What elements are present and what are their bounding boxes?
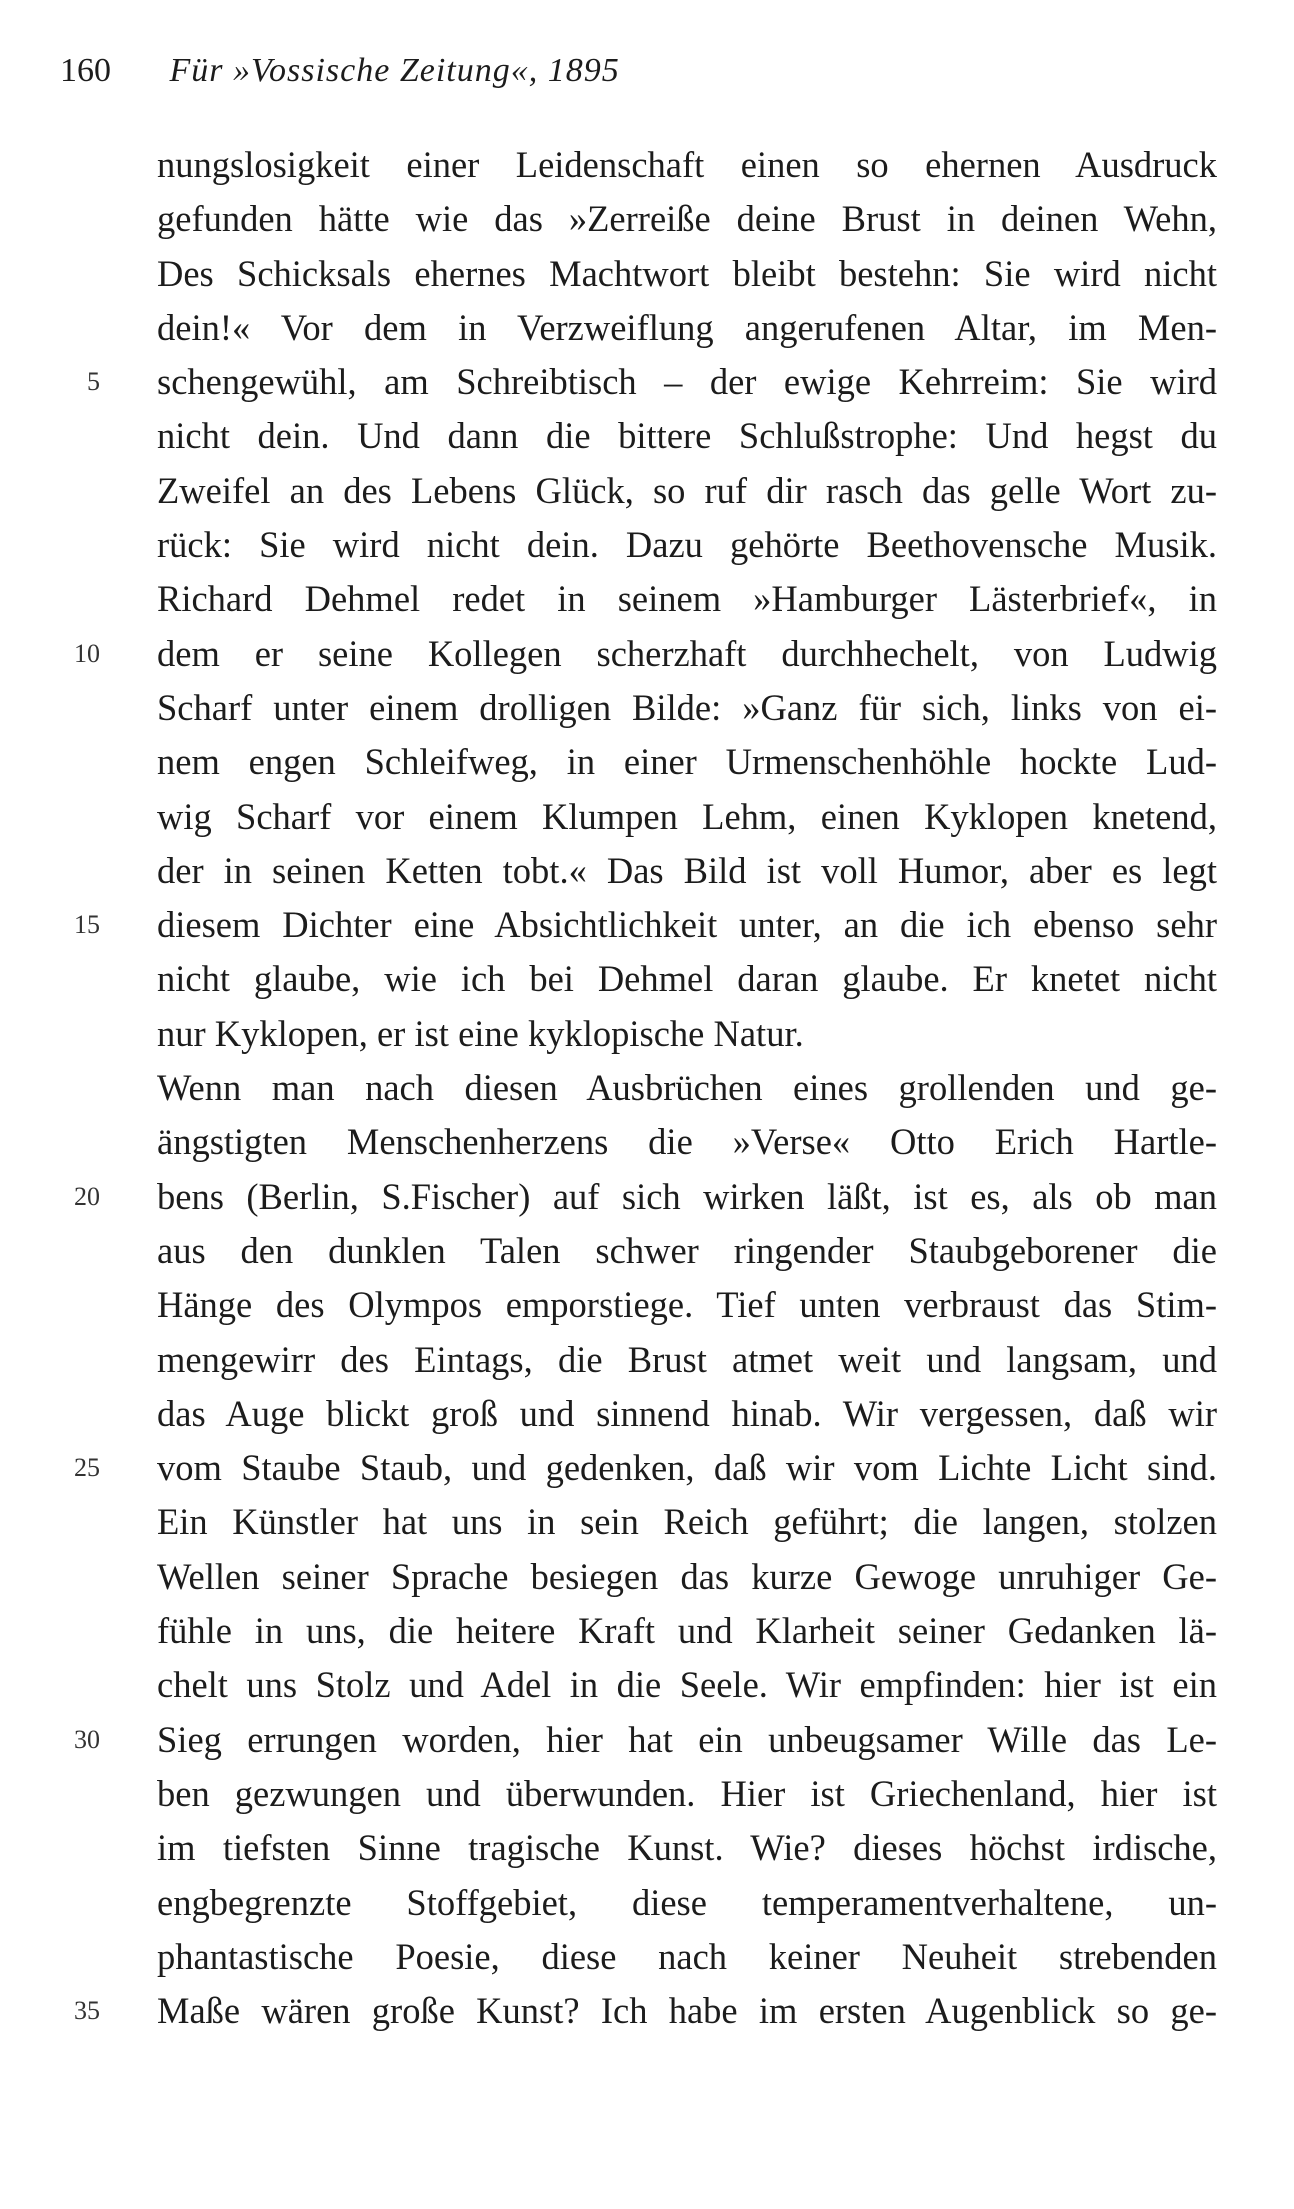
text-line: engbegrenzte Stoffgebiet, diese temperamentverhaltene, un- [157, 1881, 1217, 1923]
text-line: Des Schicksals ehernes Machtwort bleibt bestehn: Sie wird nicht [157, 252, 1217, 294]
line-number: 15 [74, 910, 100, 940]
text-line: mengewirr des Eintags, die Brust atmet weit und langsam, und [157, 1338, 1217, 1380]
text-line: nem engen Schleifweg, in einer Urmenschenhöhle hockte Lud- [157, 741, 1217, 783]
text-line: ängstigten Menschenherzens die »Verse« Otto Erich Hartle- [157, 1121, 1217, 1163]
text-line: Richard Dehmel redet in seinem »Hamburger Lästerbrief«, in [157, 578, 1217, 620]
line-number: 35 [74, 1996, 100, 2026]
text-line: das Auge blickt groß und sinnend hinab. Wir vergessen, daß wir [157, 1392, 1217, 1434]
text-line: chelt uns Stolz und Adel in die Seele. Wir empfinden: hier ist ein [157, 1664, 1217, 1706]
text-line: Wenn man nach diesen Ausbrüchen eines grollenden und ge- [157, 1067, 1217, 1109]
text-line: rück: Sie wird nicht dein. Dazu gehörte Beethovensche Musik. [157, 524, 1217, 566]
text-line: dein!« Vor dem in Verzweiflung angerufenen Altar, im Men- [157, 306, 1217, 348]
page-number: 160 [60, 52, 111, 89]
text-line: nicht dein. Und dann die bittere Schlußstrophe: Und hegst du [157, 415, 1217, 457]
line-number: 10 [74, 638, 100, 668]
text-line: ben gezwungen und überwunden. Hier ist Griechenland, hier ist [157, 1772, 1217, 1814]
running-title: Für »Vossische Zeitung«, 1895 [169, 52, 620, 89]
text-line: Scharf unter einem drolligen Bilde: »Ganz für sich, links von ei- [157, 686, 1217, 728]
text-line: Ein Künstler hat uns in sein Reich geführt; die langen, stolzen [157, 1501, 1217, 1543]
text-line: Wellen seiner Sprache besiegen das kurze Gewoge unruhiger Ge- [157, 1555, 1217, 1597]
line-number: 5 [87, 367, 100, 397]
line-number: 20 [74, 1181, 100, 1211]
text-line: im tiefsten Sinne tragische Kunst. Wie? dieses höchst irdische, [157, 1827, 1217, 1869]
text-line: Hänge des Olympos emporstiege. Tief unten verbraust das Stim- [157, 1284, 1217, 1326]
text-line: wig Scharf vor einem Klumpen Lehm, einen Kyklopen knetend, [157, 795, 1217, 837]
text-line: der in seinen Ketten tobt.« Das Bild ist voll Humor, aber es legt [157, 849, 1217, 891]
text-line: diesem Dichter eine Absichtlichkeit unter, an die ich ebenso sehr [157, 904, 1217, 946]
text-line: fühle in uns, die heitere Kraft und Klarheit seiner Gedanken lä- [157, 1610, 1217, 1652]
text-line: bens (Berlin, S.Fischer) auf sich wirken läßt, ist es, als ob man [157, 1175, 1217, 1217]
line-number: 25 [74, 1453, 100, 1483]
text-line: Maße wären große Kunst? Ich habe im ersten Augenblick so ge- [157, 1990, 1217, 2032]
text-line: aus den dunklen Talen schwer ringender Staubgeborener die [157, 1229, 1217, 1271]
body-text [157, 138, 1217, 2038]
text-line: Zweifel an des Lebens Glück, so ruf dir rasch das gelle Wort zu- [157, 469, 1217, 511]
text-line: phantastische Poesie, diese nach keiner Neuheit strebenden [157, 1935, 1217, 1977]
text-line: vom Staube Staub, und gedenken, daß wir vom Lichte Licht sind. [157, 1447, 1217, 1489]
text-line: nicht glaube, wie ich bei Dehmel daran glaube. Er knetet nicht [157, 958, 1217, 1000]
page-header [60, 52, 620, 90]
text-line: nungslosigkeit einer Leidenschaft einen so ehernen Ausdruck [157, 144, 1217, 185]
line-number: 30 [74, 1724, 100, 1754]
text-line: Sieg errungen worden, hier hat ein unbeugsamer Wille das Le- [157, 1718, 1217, 1760]
text-line: schengewühl, am Schreibtisch – der ewige Kehrreim: Sie wird [157, 361, 1217, 403]
text-line: gefunden hätte wie das »Zerreiße deine Brust in deinen Wehn, [157, 198, 1217, 240]
text-line: dem er seine Kollegen scherzhaft durchhechelt, von Ludwig [157, 632, 1217, 674]
text-line: nur Kyklopen, er ist eine kyklopische Natur. [157, 1012, 804, 1054]
